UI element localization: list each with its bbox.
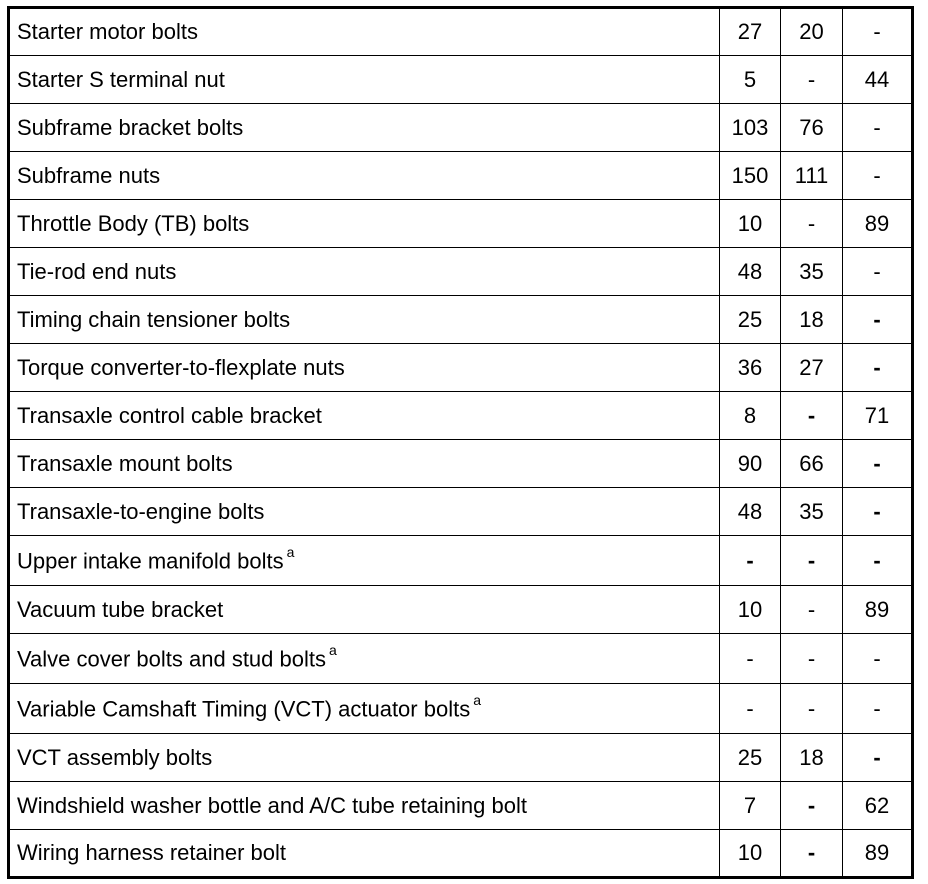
table-row xyxy=(9,152,913,200)
torque-lbft: - xyxy=(781,586,843,634)
torque-lbft: 76 xyxy=(781,104,843,152)
torque-nm: 103 xyxy=(720,104,781,152)
torque-lbin: - xyxy=(843,344,913,392)
table-row xyxy=(9,782,913,830)
torque-lbft: 20 xyxy=(781,8,843,56)
torque-spec-table xyxy=(7,6,914,879)
component-name: Starter motor bolts xyxy=(9,8,720,56)
table-row xyxy=(9,104,913,152)
table-row xyxy=(9,684,913,734)
table-row xyxy=(9,200,913,248)
torque-nm: 7 xyxy=(720,782,781,830)
table-row xyxy=(9,536,913,586)
torque-lbft: 18 xyxy=(781,296,843,344)
torque-lbft: 111 xyxy=(781,152,843,200)
torque-lbft: - xyxy=(781,536,843,586)
table-row xyxy=(9,8,913,56)
component-name: Windshield washer bottle and A/C tube retaining bolt xyxy=(9,782,720,830)
component-name-text: Upper intake manifold bolts xyxy=(17,548,284,574)
torque-lbin: 89 xyxy=(843,200,913,248)
table-row xyxy=(9,344,913,392)
torque-lbft: 27 xyxy=(781,344,843,392)
table-row xyxy=(9,830,913,878)
torque-lbft: 18 xyxy=(781,734,843,782)
torque-nm: 48 xyxy=(720,488,781,536)
table-row xyxy=(9,56,913,104)
footnote-marker: a xyxy=(473,692,481,709)
component-name xyxy=(9,684,720,734)
component-name: Subframe bracket bolts xyxy=(9,104,720,152)
torque-lbin: - xyxy=(843,440,913,488)
torque-lbin: - xyxy=(843,296,913,344)
torque-nm: 8 xyxy=(720,392,781,440)
torque-lbin: - xyxy=(843,8,913,56)
footnote-marker: a xyxy=(329,642,337,659)
component-name: Transaxle-to-engine bolts xyxy=(9,488,720,536)
torque-lbin: 62 xyxy=(843,782,913,830)
component-name: Vacuum tube bracket xyxy=(9,586,720,634)
torque-nm: 150 xyxy=(720,152,781,200)
component-name: Torque converter-to-flexplate nuts xyxy=(9,344,720,392)
component-name: Transaxle control cable bracket xyxy=(9,392,720,440)
component-name: Timing chain tensioner bolts xyxy=(9,296,720,344)
component-name: Subframe nuts xyxy=(9,152,720,200)
torque-nm: 90 xyxy=(720,440,781,488)
table-row xyxy=(9,440,913,488)
torque-lbin: 44 xyxy=(843,56,913,104)
torque-nm: 5 xyxy=(720,56,781,104)
torque-nm: 25 xyxy=(720,734,781,782)
torque-lbin: - xyxy=(843,152,913,200)
component-name: Transaxle mount bolts xyxy=(9,440,720,488)
torque-lbin: 89 xyxy=(843,586,913,634)
component-name: Tie-rod end nuts xyxy=(9,248,720,296)
torque-lbft: - xyxy=(781,684,843,734)
torque-nm: 25 xyxy=(720,296,781,344)
table-row xyxy=(9,488,913,536)
torque-lbft: 35 xyxy=(781,488,843,536)
torque-nm: 36 xyxy=(720,344,781,392)
component-name-text: Variable Camshaft Timing (VCT) actuator bolts xyxy=(17,696,471,722)
torque-nm: - xyxy=(720,536,781,586)
torque-lbin: 89 xyxy=(843,830,913,878)
component-name-text: Valve cover bolts and stud bolts xyxy=(17,646,326,672)
table-row xyxy=(9,248,913,296)
torque-lbin: 71 xyxy=(843,392,913,440)
torque-lbin: - xyxy=(843,104,913,152)
torque-nm: 27 xyxy=(720,8,781,56)
torque-nm: 10 xyxy=(720,200,781,248)
torque-lbin: - xyxy=(843,488,913,536)
torque-nm: 10 xyxy=(720,586,781,634)
table-row xyxy=(9,634,913,684)
component-name: Wiring harness retainer bolt xyxy=(9,830,720,878)
component-name: Throttle Body (TB) bolts xyxy=(9,200,720,248)
component-name xyxy=(9,634,720,684)
torque-nm: 48 xyxy=(720,248,781,296)
torque-lbin: - xyxy=(843,684,913,734)
torque-nm: 10 xyxy=(720,830,781,878)
torque-lbft: - xyxy=(781,830,843,878)
torque-lbft: - xyxy=(781,200,843,248)
torque-nm: - xyxy=(720,634,781,684)
table-row xyxy=(9,296,913,344)
component-name xyxy=(9,536,720,586)
torque-nm: - xyxy=(720,684,781,734)
torque-lbft: 35 xyxy=(781,248,843,296)
torque-lbin: - xyxy=(843,634,913,684)
torque-lbin: - xyxy=(843,536,913,586)
component-name: VCT assembly bolts xyxy=(9,734,720,782)
torque-lbft: - xyxy=(781,392,843,440)
component-name: Starter S terminal nut xyxy=(9,56,720,104)
table-row xyxy=(9,734,913,782)
torque-lbft: 66 xyxy=(781,440,843,488)
torque-lbft: - xyxy=(781,634,843,684)
footnote-marker: a xyxy=(286,544,295,561)
torque-lbin: - xyxy=(843,734,913,782)
torque-lbft: - xyxy=(781,782,843,830)
torque-lbft: - xyxy=(781,56,843,104)
torque-lbin: - xyxy=(843,248,913,296)
table-row xyxy=(9,392,913,440)
table-row xyxy=(9,586,913,634)
